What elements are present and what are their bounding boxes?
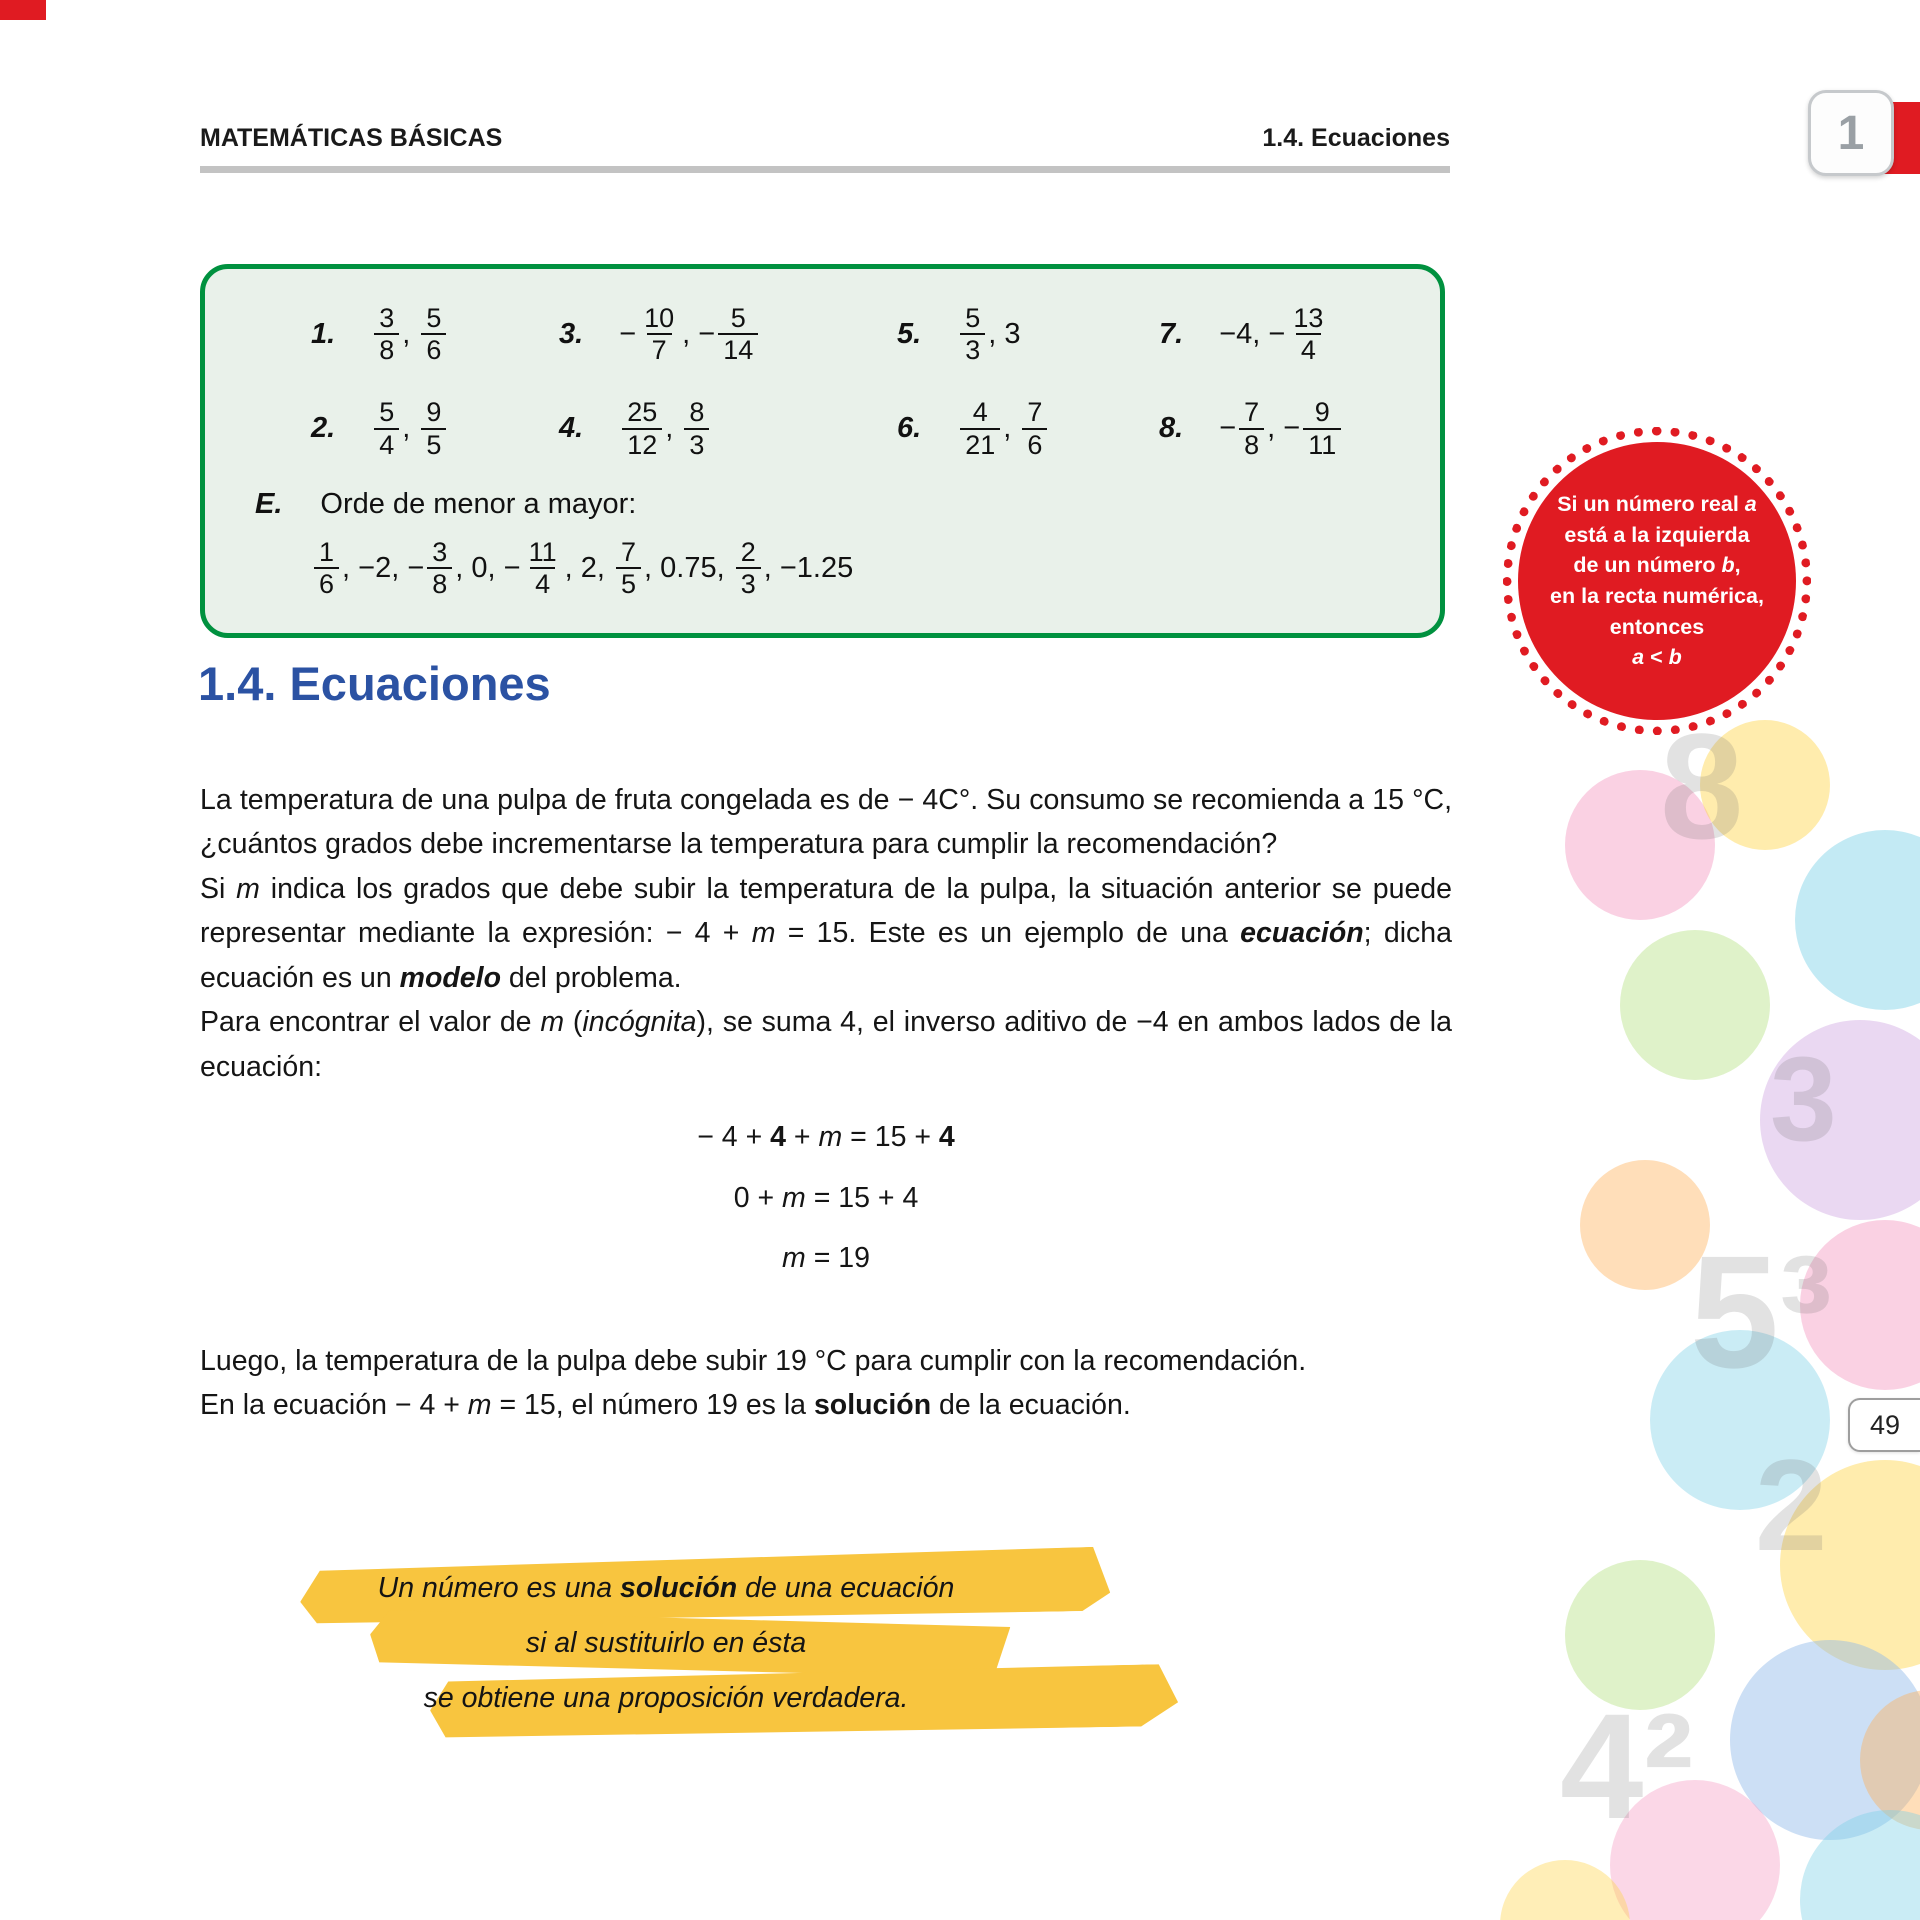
decorative-circle	[1620, 930, 1770, 1080]
exercise-item	[311, 397, 559, 459]
fraction: $\frac{5}{3}$	[960, 303, 985, 365]
exercise-item-number: 8.	[1159, 412, 1184, 445]
exercise-e-label: E.	[255, 487, 283, 520]
decorative-circle	[1795, 830, 1920, 1010]
exercise-item-expression: $\frac{5}{4}$ , $\frac{9}{5}$	[371, 397, 449, 459]
exercise-item-number: 5.	[897, 317, 922, 350]
decorative-number: 4²	[1560, 1682, 1694, 1850]
fraction: $\frac{10}{7}$	[644, 303, 675, 366]
exercise-item	[1159, 303, 1410, 365]
paragraph: Para encontrar el valor de m (incógnita), se suma 4, el inverso aditivo de −4 en ambos lados de la ecuación:	[200, 1006, 1452, 1083]
fraction: $\frac{11}{4}$	[528, 536, 557, 600]
badge-line: entonces	[1609, 614, 1705, 639]
exercise-item	[559, 303, 897, 365]
header-section-title: 1.4. Ecuaciones	[1262, 124, 1450, 152]
body-text	[200, 778, 1452, 1427]
exercise-e-text: Orde de menor a mayor:	[320, 487, 637, 520]
equation-line: − 4 + 4 + m = 15 + 4	[697, 1121, 955, 1154]
badge-line: en la recta numérica,	[1550, 584, 1764, 608]
exercise-item-expression: $\frac{25}{12}$ , $\frac{8}{3}$	[619, 397, 712, 459]
decorative-number: 3	[1770, 1032, 1837, 1166]
paragraph: La temperatura de una pulpa de fruta congelada es de − 4C°. Su consumo se recomienda a 15 °C, ¿cuántos grados debe incrementarse la temperatura para cumplir la recomendación?	[200, 784, 1452, 861]
exercise-item-number: 2.	[311, 412, 336, 445]
fraction: $\frac{5}{14}$	[718, 303, 758, 365]
exercise-item-number: 1.	[311, 317, 336, 350]
decorative-number: 2	[1755, 1432, 1828, 1578]
header-rule	[200, 166, 1450, 173]
badge-line: de un número b,	[1573, 553, 1741, 578]
fraction: $\frac{3}{8}$	[427, 537, 452, 599]
exercise-item	[897, 397, 1159, 459]
exercise-item-number: 4.	[559, 412, 584, 445]
highlight-note	[285, 1545, 1205, 1760]
exercise-item	[1159, 397, 1410, 459]
fraction: $\frac{9}{5}$	[421, 397, 446, 459]
exercise-item-expression: −4, − $\frac{13}{4}$	[1219, 303, 1331, 365]
exercise-item	[559, 397, 897, 459]
section-title: 1.4. Ecuaciones	[198, 657, 551, 710]
exercise-item-number: 7.	[1159, 317, 1184, 350]
decorative-number: 8	[1660, 702, 1744, 870]
fraction: $\frac{2}{3}$	[736, 537, 761, 599]
fraction: $\frac{4}{21}$	[960, 397, 1000, 459]
decorative-number: 5³	[1690, 1222, 1833, 1401]
fraction: $\frac{1}{6}$	[314, 537, 339, 599]
fraction: $\frac{3}{8}$	[374, 303, 399, 365]
page-header	[200, 124, 1450, 153]
chapter-number: 1	[1837, 106, 1865, 160]
exercise-item-expression: − $\frac{10}{7}$ , − $\frac{5}{14}$	[619, 303, 761, 365]
page-number: 49	[1869, 1409, 1901, 1440]
exercise-box	[200, 264, 1445, 638]
note-line: si al sustituirlo en ésta	[525, 1627, 807, 1659]
fraction: $\frac{7}{5}$	[616, 537, 641, 599]
equation-line: m = 19	[782, 1242, 870, 1275]
page-number-tab	[1848, 1398, 1920, 1452]
exercise-item-number: 3.	[559, 317, 584, 350]
exercise-item-number: 6.	[897, 412, 922, 445]
fraction: $\frac{25}{12}$	[622, 397, 662, 459]
exercise-e-expression: $\frac{1}{6}$ , −2, − $\frac{3}{8}$ , 0, − $\frac{11}{4}$ , 2, $\frac{7}{5}$ , 0.75, $\frac{2}{3}$ , −1.25	[205, 521, 1440, 599]
paragraph: Luego, la temperatura de la pulpa debe subir 19 °C para cumplir con la recomendación.	[200, 1344, 1307, 1377]
exercise-item-expression: $\frac{3}{8}$ , $\frac{5}{6}$	[371, 303, 449, 365]
badge-line: Si un número real a	[1557, 492, 1757, 517]
fraction: $\frac{5}{6}$	[421, 303, 446, 365]
paragraph: Si m indica los grados que debe subir la temperatura de la pulpa, la situación anterior se puede representar mediante la expresión: − 4 + m = 15. Este es un ejemplo de una ecuación; dicha ecuación es un modelo del problema.	[200, 872, 1452, 994]
chapter-number-box	[1808, 90, 1894, 176]
exercise-e-row	[205, 460, 1440, 521]
paragraphs-before	[200, 778, 1452, 1089]
fraction: $\frac{9}{11}$	[1303, 397, 1341, 459]
note-line: se obtiene una proposición verdadera.	[423, 1682, 909, 1714]
exercise-item-expression: $\frac{5}{3}$ , 3	[957, 303, 1020, 365]
equations	[200, 1115, 1452, 1280]
exercise-item-expression: − $\frac{7}{8}$ , − $\frac{9}{11}$	[1219, 397, 1344, 459]
fraction: $\frac{7}{6}$	[1022, 397, 1047, 459]
badge-line: a < b	[1632, 645, 1682, 670]
paragraphs-after	[200, 1339, 1452, 1428]
header-book-title: MATEMÁTICAS BÁSICAS	[200, 124, 503, 152]
note-line: Un número es una solución de una ecuación	[377, 1572, 955, 1604]
exercise-item	[897, 303, 1159, 365]
note-text	[285, 1561, 1047, 1726]
exercise-grid	[205, 269, 1440, 460]
fraction: $\frac{8}{3}$	[684, 397, 709, 459]
exercise-item	[311, 303, 559, 365]
fraction: $\frac{7}{8}$	[1239, 397, 1264, 459]
corner-mark	[0, 0, 46, 20]
badge-line: está a la izquierda	[1564, 522, 1750, 547]
fraction: $\frac{5}{4}$	[374, 397, 399, 459]
exercise-item-expression: $\frac{4}{21}$ , $\frac{7}{6}$	[957, 397, 1050, 459]
paragraph: En la ecuación − 4 + m = 15, el número 19 es la solución de la ecuación.	[200, 1388, 1131, 1421]
equation-line: 0 + m = 15 + 4	[733, 1181, 919, 1214]
badge-text	[1532, 489, 1782, 672]
info-badge	[1518, 442, 1796, 720]
fraction: $\frac{13}{4}$	[1293, 303, 1324, 366]
